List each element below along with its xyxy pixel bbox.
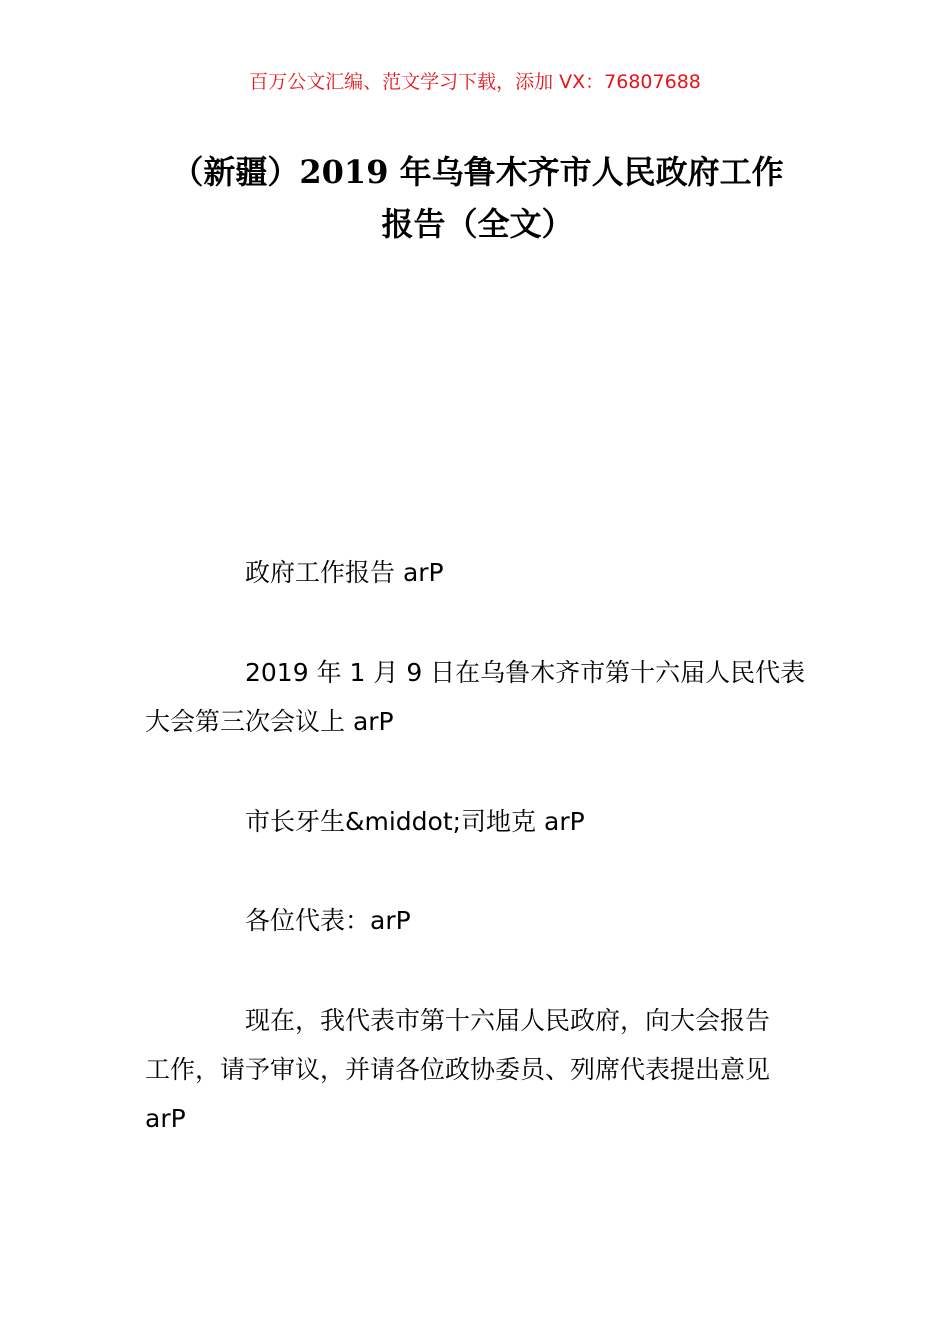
paragraph-speaker [145, 797, 810, 846]
paragraph-salutation [145, 896, 810, 945]
paragraph-line: 政府工作报告 arP [245, 558, 444, 587]
paragraph-line: 2019 年 1 月 9 日在乌鲁木齐市第十六届人民代表 [245, 658, 806, 687]
header-watermark-note: 百万公文汇编、范文学习下载，添加 VX：76807688 [249, 71, 701, 93]
paragraph-opening [145, 996, 810, 1143]
paragraph-report-name [145, 548, 810, 597]
paragraph-meeting-date [145, 648, 810, 746]
paragraph-line: 大会第三次会议上 arP [145, 707, 394, 736]
document-title-line-1: （新疆）2019 年乌鲁木齐市人民政府工作 [171, 153, 784, 191]
document-title-line-2: 报告（全文） [381, 205, 574, 243]
paragraph-line: arP [145, 1104, 186, 1133]
document-title [145, 146, 810, 250]
paragraph-line: 工作，请予审议，并请各位政协委员、列席代表提出意见 [145, 1055, 771, 1084]
paragraph-line: 各位代表：arP [245, 906, 411, 935]
paragraph-line: 市长牙生&middot;司地克 arP [245, 807, 585, 836]
paragraph-line: 现在，我代表市第十六届人民政府，向大会报告 [245, 1006, 771, 1035]
